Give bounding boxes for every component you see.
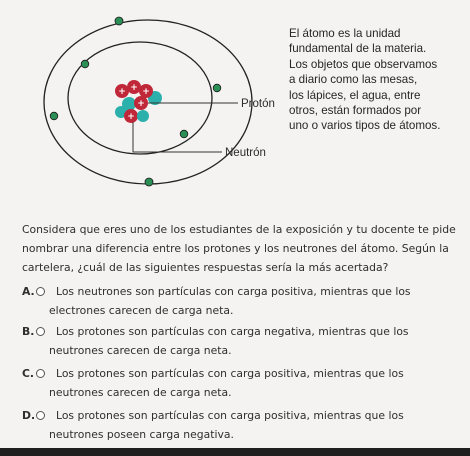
fact-line: El átomo es la unidad: [289, 27, 401, 40]
option-line: Los neutrones son partículas con carga positiva, mientras que los: [56, 285, 411, 298]
option-text: [49, 322, 409, 360]
proton-label: Protón: [241, 98, 275, 110]
option-d-radio[interactable]: [36, 411, 45, 420]
neutron-particle: [137, 110, 149, 122]
option-line: Los protones son partículas con carga negativa, mientras que los: [56, 325, 409, 338]
proton-symbol: +: [137, 99, 145, 109]
bottom-edge: [0, 448, 470, 456]
question-line: Considera que eres uno de los estudiantes de la exposición y tu docente te pide: [22, 223, 456, 236]
atom-fact-text: [289, 26, 467, 134]
fact-line: uno o varios tipos de átomos.: [289, 119, 441, 133]
proton-symbol: +: [127, 112, 135, 122]
nucleus: [115, 80, 162, 123]
electron: [115, 17, 123, 25]
electron: [50, 112, 58, 120]
option-b-radio[interactable]: [36, 327, 45, 336]
electron: [213, 84, 221, 92]
option-a-radio[interactable]: [36, 287, 45, 296]
option-letter: D.: [22, 409, 36, 422]
question-line: nombrar una diferencia entre los protones y los neutrones del átomo. Según la: [22, 242, 449, 255]
option-line: neutrones carecen de carga neta.: [49, 386, 232, 399]
fact-line: a diario como las mesas,: [289, 73, 418, 87]
question-text: [22, 220, 468, 277]
question-line: cartelera, ¿cuál de las siguientes respuestas sería la más acertada?: [22, 261, 389, 274]
proton-symbol: +: [130, 83, 138, 93]
fact-line: fundamental de la materia.: [289, 42, 427, 56]
option-line: neutrones poseen carga negativa.: [49, 428, 234, 441]
option-c-radio[interactable]: [36, 369, 45, 378]
electron: [145, 178, 153, 186]
proton-symbol: +: [142, 87, 150, 97]
fact-line: otros, están formados por: [289, 104, 422, 118]
option-text: [49, 364, 404, 402]
atom-diagram: [0, 0, 290, 215]
proton-symbol: +: [118, 87, 126, 97]
outer-orbit: [44, 20, 252, 184]
fact-line: los lápices, el agua, entre: [289, 88, 421, 102]
option-letter: C.: [22, 367, 35, 380]
fact-line: Los objetos que observamos: [289, 57, 438, 71]
neutron-label: Neutrón: [225, 147, 266, 159]
option-line: neutrones carecen de carga neta.: [49, 344, 232, 357]
option-line: electrones carecen de carga neta.: [49, 304, 234, 317]
neutron-pointer-line: [133, 122, 222, 152]
option-text: [49, 282, 411, 320]
option-line: Los protones son partículas con carga positiva, mientras que los: [56, 367, 404, 380]
option-letter: B.: [22, 325, 35, 338]
electron: [180, 130, 188, 138]
option-text: [49, 406, 404, 444]
electron: [81, 60, 89, 68]
option-line: Los protones son partículas con carga positiva, mientras que los: [56, 409, 404, 422]
option-letter: A.: [22, 285, 35, 298]
